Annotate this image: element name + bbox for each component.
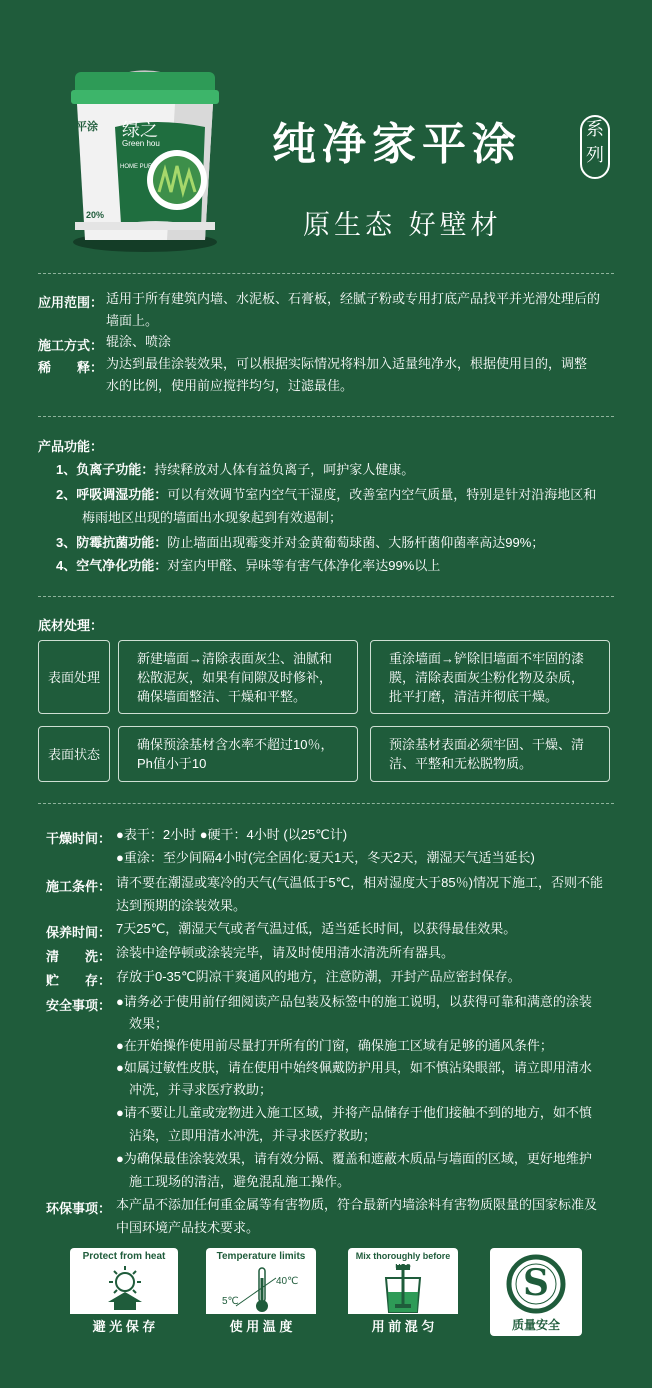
detail-text: 沾染，立即用清水冲洗，并寻求医疗救助； — [116, 1128, 377, 1143]
detail-text: 7天25℃，潮湿天气或者气温过低，适当延长时间，以获得最佳效果。 — [116, 921, 517, 936]
icon-panel-quality — [490, 1248, 582, 1336]
info-text: 墙面上。 — [106, 313, 159, 328]
mixing-bucket-icon — [378, 1264, 428, 1314]
product-title: 纯净家平涂 — [272, 119, 522, 170]
detail-text: 达到预期的涂装效果。 — [116, 898, 247, 913]
series-badge — [580, 115, 610, 179]
substrate-text: Ph值小于10 — [137, 756, 207, 771]
detail-text: ●重涂：至少间隔4小时(完全固化:夏天1天，冬天2天，潮湿天气适当延长) — [116, 850, 535, 865]
substrate-text: 洁、平整和无松脱物质。 — [389, 756, 533, 771]
detail-text: 涂装中途停顿或涂装完毕，请及时使用清水清洗所有器具。 — [116, 945, 455, 960]
divider — [38, 596, 614, 597]
substrate-text: 新建墙面→清除表面灰尘、油腻和 — [137, 651, 333, 666]
product-bucket-image — [55, 52, 235, 257]
info-label: 稀 释： — [38, 360, 104, 375]
function-name: 4、空气净化功能： — [56, 558, 168, 573]
substrate-text: 确保预涂基材含水率不超过10％， — [137, 737, 334, 752]
divider — [38, 803, 614, 804]
substrate-label: 表面处理 — [38, 640, 110, 714]
substrate-text: 重涂墙面→铲除旧墙面不牢固的漆 — [389, 651, 585, 666]
bucket-product: HOME PURE — [120, 164, 157, 170]
function-item — [56, 556, 440, 576]
detail-text: ●请务必于使用前仔细阅读产品包装及标签中的施工说明，以获得可靠和满意的涂装 — [116, 994, 592, 1009]
temperature-high: 40℃ — [276, 1276, 299, 1287]
detail-text: 施工现场的清洁，避免混乱施工操作。 — [116, 1174, 351, 1189]
icon-panel-mix — [348, 1248, 458, 1336]
sun-icon — [100, 1264, 150, 1310]
section-title: 底材处理： — [38, 618, 104, 633]
detail-text: ●在开始操作使用前尽量打开所有的门窗，确保施工区域有足够的通风条件； — [116, 1038, 553, 1053]
product-slogan: 原生态 好壁材 — [303, 210, 502, 241]
series-char-1: 系 — [586, 119, 604, 140]
qs-mark: S — [523, 1262, 549, 1304]
detail-text: 冲洗，并寻求医疗救助； — [116, 1082, 273, 1097]
substrate-label: 表面状态 — [38, 726, 110, 782]
function-item — [56, 485, 596, 505]
detail-label: 安全事项： — [46, 998, 112, 1013]
divider — [38, 416, 614, 417]
detail-text: 中国环境产品技术要求。 — [116, 1220, 260, 1235]
bucket-brand: 绿之 — [122, 120, 158, 141]
divider — [38, 273, 614, 274]
detail-text: ●为确保最佳涂装效果，请有效分隔、覆盖和遮蔽木质品与墙面的区域，更好地维护 — [116, 1151, 592, 1166]
function-text: 可以有效调节室内空气干湿度，改善室内空气质量，特别是针对沿海地区和 — [167, 487, 597, 502]
section-title: 产品功能： — [38, 439, 104, 454]
substrate-text: 批平打磨，清洁并彻底干燥。 — [389, 689, 559, 704]
icon-caption: 用 前 混 匀 — [371, 1319, 435, 1334]
detail-text: ●如属过敏性皮肤，请在使用中始终佩戴防护用具，如不慎沾染眼部，请立即用清水 — [116, 1060, 592, 1075]
substrate-text: 膜，清除表面灰尘粉化物及杂质， — [389, 670, 585, 685]
icon-title: Temperature limits — [216, 1251, 306, 1262]
detail-label: 保养时间： — [46, 925, 112, 940]
icon-caption: 质量安全 — [511, 1318, 560, 1332]
function-name: 2、呼吸调湿功能： — [56, 487, 168, 502]
function-item — [56, 533, 544, 553]
detail-text: 本产品不添加任何重金属等有害物质，符合最新内墙涂料有害物质限量的国家标准及 — [116, 1197, 598, 1212]
bucket-label-top: 平涂 — [76, 121, 98, 133]
substrate-cell — [370, 640, 610, 714]
detail-label: 清 洗： — [46, 949, 112, 964]
function-name: 1、负离子功能： — [56, 462, 155, 477]
detail-text: 效果； — [116, 1016, 169, 1031]
function-text: 梅雨地区出现的墙面出水现象起到有效遏制； — [82, 510, 343, 525]
info-text: 辊涂、喷涂 — [106, 334, 172, 349]
substrate-cell — [118, 726, 358, 782]
info-text: 适用于所有建筑内墙、水泥板、石膏板，经腻子粉或专用打底产品找平并光滑处理后的 — [106, 291, 601, 306]
detail-label: 施工条件： — [46, 879, 112, 894]
bucket-percent: 20% — [86, 210, 105, 220]
substrate-text: 确保墙面整洁、干燥和平整。 — [137, 689, 307, 704]
function-name: 3、防霉抗菌功能： — [56, 535, 168, 550]
detail-text: 存放于0-35℃阴凉干爽通风的地方，注意防潮，开封产品应密封保存。 — [116, 969, 521, 984]
icon-title: Protect from heat — [82, 1251, 166, 1262]
detail-text: 请不要在潮湿或寒冷的天气(气温低于5℃，相对湿度大于85％)情况下施工，否则不能 — [116, 875, 603, 890]
info-label: 施工方式： — [38, 338, 104, 353]
detail-label: 环保事项： — [46, 1201, 112, 1216]
temperature-low: 5℃ — [222, 1296, 239, 1307]
detail-text: ●表干：2小时 ●硬干：4小时 (以25℃计) — [116, 827, 348, 842]
substrate-text: 松散泥灰，如果有间隙及时修补， — [137, 670, 333, 685]
substrate-cell — [370, 726, 610, 782]
info-text: 为达到最佳涂装效果，可以根据实际情况将料加入适量纯净水，根据使用目的，调整 — [106, 356, 588, 371]
function-text: 持续释放对人体有益负离子，呵护家人健康。 — [154, 462, 415, 477]
detail-text: ●请不要让儿童或宠物进入施工区域，并将产品储存于他们接触不到的地方，如不慎 — [116, 1105, 592, 1120]
info-label: 应用范围： — [38, 295, 104, 310]
icon-panel-temperature — [206, 1248, 316, 1336]
function-text: 防止墙面出现霉变并对金黄葡萄球菌、大肠杆菌仰菌率高达99%； — [167, 535, 545, 550]
icon-caption: 使 用 温 度 — [229, 1319, 293, 1334]
detail-label: 贮 存： — [46, 973, 112, 988]
icon-panel-protect-heat — [70, 1248, 178, 1336]
detail-label: 干燥时间： — [46, 831, 112, 846]
substrate-cell — [118, 640, 358, 714]
icon-title: Mix thoroughly before — [355, 1251, 451, 1261]
icon-caption: 避 光 保 存 — [92, 1319, 156, 1334]
substrate-text: 预涂基材表面必须牢固、干燥、清 — [389, 737, 585, 752]
info-text: 水的比例，使用前应搅拌均匀，过滤最佳。 — [106, 378, 354, 393]
bucket-brand-en: Green hou — [122, 139, 160, 148]
series-char-2: 列 — [586, 145, 604, 166]
function-text: 对室内甲醛、异味等有害气体净化率达99%以上 — [167, 558, 441, 573]
function-item — [56, 460, 414, 480]
